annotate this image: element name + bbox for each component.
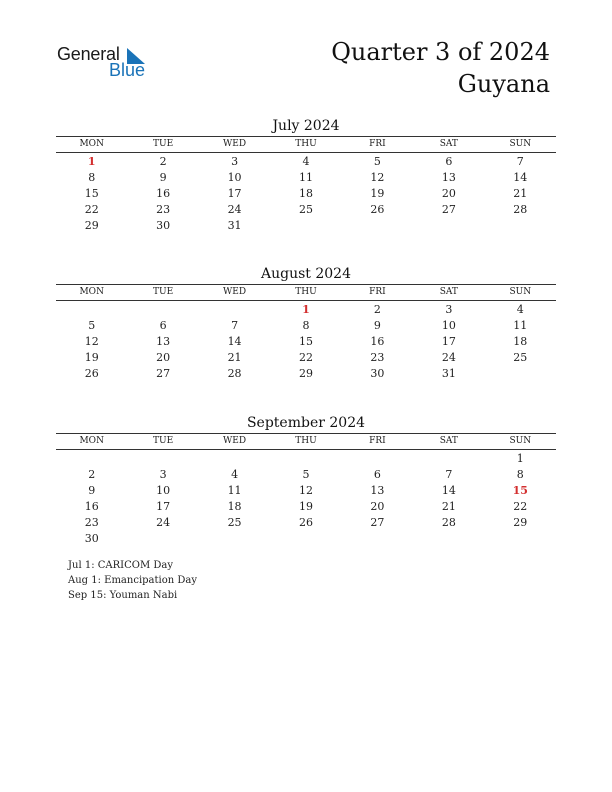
day-cell: 19 [298,500,313,513]
day-cell: 5 [373,155,381,168]
empty-day-cell [199,451,270,467]
weekday-label: TUE [153,139,174,149]
holiday-day-cell: 1 [87,155,96,168]
day-cell: 16 [156,187,171,200]
holiday-note: Sep 15: Youman Nabi [68,590,178,601]
day-cell: 17 [227,187,242,200]
day-cell: 24 [156,516,171,529]
day-cell: 13 [441,171,456,184]
day-cell: 9 [159,171,167,184]
day-cell: 16 [370,335,385,348]
day-cell: 12 [370,171,385,184]
month-title: August 2024 [261,266,351,282]
weekday-label: SAT [439,139,458,149]
empty-day-cell [270,218,341,234]
month-september [56,413,556,547]
day-cell: 21 [513,187,528,200]
day-cell: 27 [370,516,385,529]
day-cell: 4 [231,468,239,481]
day-grid [56,154,556,234]
day-cell: 13 [156,335,171,348]
month-august [56,264,556,382]
day-cell: 31 [227,219,242,232]
weekday-label: TUE [153,436,174,446]
day-cell: 21 [441,500,456,513]
empty-day-cell [485,218,556,234]
day-cell: 12 [298,484,313,497]
weekday-header [56,136,556,153]
day-cell: 3 [159,468,167,481]
empty-day-cell [127,302,198,318]
generalblue-logo [57,44,167,84]
weekday-label: MON [79,436,104,446]
day-cell: 28 [513,203,528,216]
empty-day-cell [413,451,484,467]
holiday-note: Jul 1: CARICOM Day [68,560,173,571]
day-cell: 11 [298,171,313,184]
empty-day-cell [127,451,198,467]
day-cell: 25 [298,203,313,216]
empty-day-cell [199,531,270,547]
empty-day-cell [342,531,413,547]
month-july [56,116,556,234]
empty-day-cell [127,531,198,547]
day-cell: 20 [370,500,385,513]
day-cell: 8 [88,171,96,184]
day-cell: 24 [441,351,456,364]
weekday-label: SUN [509,139,532,149]
weekday-label: TUE [153,287,174,297]
day-cell: 12 [84,335,99,348]
day-cell: 20 [156,351,171,364]
day-cell: 26 [84,367,99,380]
day-cell: 8 [516,468,524,481]
day-cell: 3 [231,155,239,168]
day-cell: 17 [441,335,456,348]
weekday-label: WED [223,139,247,149]
day-cell: 4 [302,155,310,168]
logo-general-text: General [57,44,120,64]
empty-day-cell [270,531,341,547]
empty-day-cell [413,218,484,234]
empty-day-cell [342,451,413,467]
weekday-header [56,433,556,450]
day-cell: 18 [513,335,528,348]
logo-blue-text: Blue [109,60,146,80]
day-cell: 6 [373,468,381,481]
day-cell: 22 [84,203,99,216]
day-cell: 18 [227,500,242,513]
holiday-notes [68,558,197,603]
day-cell: 10 [227,171,242,184]
day-cell: 7 [516,155,524,168]
day-grid [56,302,556,382]
empty-day-cell [199,302,270,318]
day-cell: 7 [231,319,239,332]
day-cell: 2 [159,155,167,168]
quarter-title: Quarter 3 of 2024 [331,38,550,66]
day-grid [56,451,556,547]
weekday-label: SAT [439,436,458,446]
day-cell: 10 [156,484,171,497]
weekday-header [56,284,556,301]
day-cell: 26 [370,203,385,216]
day-cell: 25 [227,516,242,529]
day-cell: 11 [227,484,242,497]
day-cell: 29 [84,219,99,232]
day-cell: 30 [370,367,385,380]
day-cell: 19 [84,351,99,364]
day-cell: 10 [441,319,456,332]
day-cell: 15 [84,187,99,200]
day-cell: 5 [302,468,310,481]
day-cell: 30 [156,219,171,232]
empty-day-cell [485,531,556,547]
empty-day-cell [485,366,556,382]
day-cell: 29 [298,367,313,380]
empty-day-cell [56,451,127,467]
day-cell: 22 [298,351,313,364]
holiday-day-cell: 1 [302,303,310,316]
day-cell: 28 [227,367,242,380]
weekday-label: FRI [369,287,386,297]
day-cell: 23 [370,351,385,364]
day-cell: 9 [88,484,96,497]
day-cell: 14 [441,484,456,497]
day-cell: 20 [441,187,456,200]
country-title: Guyana [457,70,550,98]
weekday-label: THU [295,287,317,297]
weekday-label: WED [223,436,247,446]
day-cell: 4 [516,303,524,316]
day-cell: 27 [441,203,456,216]
weekday-label: WED [223,287,247,297]
day-cell: 17 [156,500,171,513]
weekday-label: SUN [509,287,532,297]
day-cell: 25 [513,351,528,364]
day-cell: 22 [513,500,528,513]
day-cell: 5 [88,319,96,332]
holiday-note: Aug 1: Emancipation Day [68,575,197,586]
empty-day-cell [342,218,413,234]
weekday-label: FRI [369,436,386,446]
day-cell: 7 [445,468,453,481]
day-cell: 3 [445,303,453,316]
day-cell: 31 [441,367,456,380]
day-cell: 30 [84,532,99,545]
day-cell: 29 [513,516,528,529]
day-cell: 19 [370,187,385,200]
day-cell: 9 [373,319,381,332]
weekday-label: SUN [509,436,532,446]
day-cell: 11 [513,319,528,332]
day-cell: 26 [298,516,313,529]
day-cell: 1 [516,452,524,465]
day-cell: 24 [227,203,242,216]
day-cell: 6 [159,319,167,332]
empty-day-cell [270,451,341,467]
weekday-label: THU [295,436,317,446]
weekday-label: FRI [369,139,386,149]
day-cell: 15 [298,335,313,348]
day-cell: 14 [227,335,242,348]
day-cell: 16 [84,500,99,513]
month-title: July 2024 [272,118,340,134]
weekday-label: MON [79,139,104,149]
day-cell: 8 [302,319,310,332]
day-cell: 28 [441,516,456,529]
month-title: September 2024 [246,415,366,431]
day-cell: 23 [156,203,171,216]
weekday-label: THU [295,139,317,149]
holiday-day-cell: 15 [512,484,528,497]
weekday-label: MON [79,287,104,297]
weekday-label: SAT [439,287,458,297]
page-title [331,36,550,100]
day-cell: 27 [156,367,171,380]
day-cell: 21 [227,351,242,364]
day-cell: 2 [88,468,96,481]
day-cell: 23 [84,516,99,529]
empty-day-cell [413,531,484,547]
empty-day-cell [56,302,127,318]
day-cell: 14 [513,171,528,184]
day-cell: 6 [445,155,453,168]
day-cell: 13 [370,484,385,497]
day-cell: 2 [373,303,381,316]
day-cell: 18 [298,187,313,200]
